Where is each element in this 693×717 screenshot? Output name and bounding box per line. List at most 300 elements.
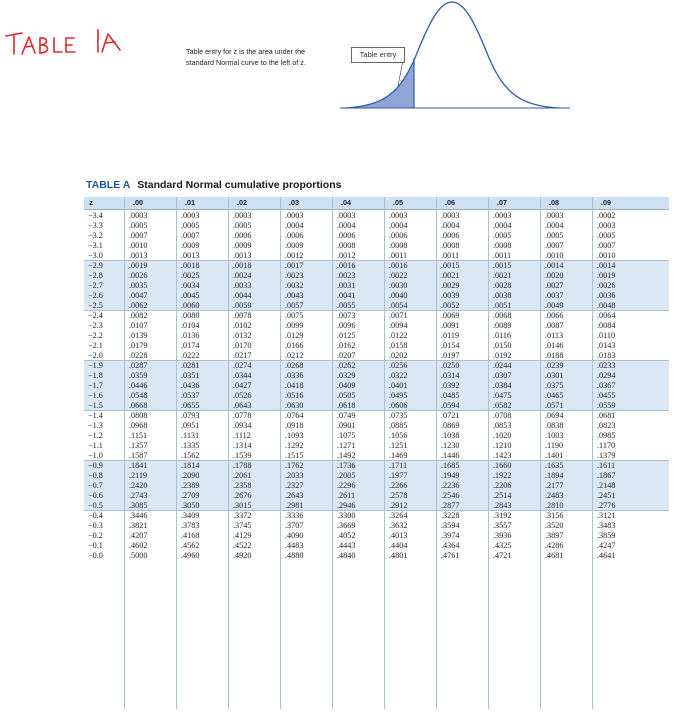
table-cell: .0314: [441, 371, 460, 380]
row-group-5: [84, 461, 669, 511]
table-cell: .2005: [337, 471, 356, 480]
table-cell: .0853: [493, 421, 512, 430]
table-cell: .1446: [441, 451, 460, 460]
table-cell: .4761: [441, 551, 460, 560]
table-cell: .4129: [233, 531, 252, 540]
table-cell: .3409: [181, 511, 200, 520]
z-value: −2.2: [88, 331, 103, 340]
table-cell: .0409: [337, 381, 356, 390]
group-separator: [84, 360, 669, 361]
table-cell: .3121: [597, 511, 616, 520]
header-col-3: .03: [289, 198, 299, 207]
table-cell: .1635: [545, 461, 564, 470]
header-col-2: .02: [237, 198, 247, 207]
table-cell: .0778: [233, 411, 252, 420]
table-cell: .1379: [597, 451, 616, 460]
header-separator: [84, 209, 669, 210]
table-cell: .0901: [337, 421, 356, 430]
table-cell: .0007: [545, 241, 564, 250]
table-cell: .0582: [493, 401, 512, 410]
table-cell: .0043: [285, 291, 304, 300]
table-cell: .0110: [597, 331, 616, 340]
table-cell: .0294: [597, 371, 616, 380]
table-cell: .0049: [545, 301, 564, 310]
table-cell: .0026: [597, 281, 616, 290]
table-cell: .0003: [545, 211, 564, 220]
table-cell: .3821: [129, 521, 148, 530]
table-cell: .1401: [545, 451, 564, 460]
table-cell: .2389: [181, 481, 200, 490]
table-cell: .4880: [285, 551, 304, 560]
table-cell: .0029: [441, 281, 460, 290]
z-value: −1.4: [88, 411, 103, 420]
table-cell: .3015: [233, 501, 252, 510]
table-cell: .0735: [389, 411, 408, 420]
table-cell: .4364: [441, 541, 460, 550]
table-cell: .0096: [337, 321, 356, 330]
table-cell: .1736: [337, 461, 356, 470]
table-cell: .0158: [389, 341, 408, 350]
table-cell: .0495: [389, 391, 408, 400]
table-cell: .0054: [389, 301, 408, 310]
table-cell: .0274: [233, 361, 252, 370]
z-value: −1.5: [88, 401, 103, 410]
table-cell: .0643: [233, 401, 252, 410]
table-cell: .0239: [545, 361, 564, 370]
table-cell: .0427: [233, 381, 252, 390]
table-cell: .1112: [233, 431, 251, 440]
table-row: [84, 371, 669, 381]
table-cell: .0250: [441, 361, 460, 370]
table-cell: .0008: [389, 241, 408, 250]
table-cell: .0039: [441, 291, 460, 300]
table-cell: .0003: [389, 211, 408, 220]
table-cell: .0025: [181, 271, 200, 280]
z-value: −0.9: [88, 461, 103, 470]
table-cell: .0068: [493, 311, 512, 320]
table-row: [84, 531, 669, 541]
table-cell: .4602: [129, 541, 148, 550]
table-row: [84, 311, 669, 321]
table-cell: .1151: [129, 431, 148, 440]
table-row: [84, 291, 669, 301]
table-cell: .2546: [441, 491, 460, 500]
table-row: [84, 441, 669, 451]
table-row: [84, 421, 669, 431]
table-cell: .0537: [181, 391, 200, 400]
table-cell: .2514: [493, 491, 512, 500]
table-cell: .1210: [493, 441, 512, 450]
table-cell: .0122: [389, 331, 408, 340]
table-cell: .0004: [545, 221, 564, 230]
table-cell: .0084: [597, 321, 616, 330]
table-cell: .3050: [181, 501, 200, 510]
table-cell: .0885: [389, 421, 408, 430]
table-cell: .0008: [493, 241, 512, 250]
table-cell: .0307: [493, 371, 512, 380]
table-cell: .0089: [493, 321, 512, 330]
table-cell: .0006: [389, 231, 408, 240]
table-cell: .0045: [181, 291, 200, 300]
table-cell: .3594: [441, 521, 460, 530]
z-value: −0.0: [88, 551, 103, 560]
table-cell: .0021: [441, 271, 460, 280]
table-cell: .0793: [181, 411, 200, 420]
table-cell: .0384: [493, 381, 512, 390]
z-value: −2.6: [88, 291, 103, 300]
table-cell: .0526: [233, 391, 252, 400]
table-cell: .0003: [285, 211, 304, 220]
table-cell: .0485: [441, 391, 460, 400]
table-cell: .0823: [597, 421, 616, 430]
table-cell: .0064: [597, 311, 616, 320]
header-col-5: .05: [393, 198, 403, 207]
table-cell: .0051: [493, 301, 512, 310]
table-cell: .4013: [389, 531, 408, 540]
table-cell: .0367: [597, 381, 616, 390]
table-cell: .1977: [389, 471, 408, 480]
table-cell: .0455: [597, 391, 616, 400]
table-cell: .0044: [233, 291, 252, 300]
table-cell: .0071: [389, 311, 408, 320]
table-title-text: Standard Normal cumulative proportions: [137, 179, 342, 191]
table-row: [84, 541, 669, 551]
table-cell: .0004: [337, 221, 356, 230]
table-cell: .1357: [129, 441, 148, 450]
table-cell: .4286: [545, 541, 564, 550]
table-cell: .0052: [441, 301, 460, 310]
table-cell: .0838: [545, 421, 564, 430]
table-cell: .0139: [129, 331, 148, 340]
table-cell: .4247: [597, 541, 616, 550]
table-cell: .0436: [181, 381, 200, 390]
table-cell: .0041: [337, 291, 356, 300]
table-cell: .0375: [545, 381, 564, 390]
table-cell: .2451: [597, 491, 616, 500]
table-cell: .0004: [285, 221, 304, 230]
table-cell: .0066: [545, 311, 564, 320]
table-cell: .0150: [493, 341, 512, 350]
z-value: −3.1: [88, 241, 103, 250]
table-cell: .0668: [129, 401, 148, 410]
table-cell: .0048: [597, 301, 616, 310]
table-cell: .3783: [181, 521, 200, 530]
table-cell: .1251: [389, 441, 408, 450]
row-group-2: [84, 311, 669, 361]
table-cell: .0020: [545, 271, 564, 280]
table-cell: .0032: [285, 281, 304, 290]
header-col-8: .08: [549, 198, 559, 207]
table-cell: .0005: [597, 231, 616, 240]
table-cell: .2946: [337, 501, 356, 510]
table-cell: .0006: [337, 231, 356, 240]
table-cell: .0004: [493, 221, 512, 230]
table-cell: .0102: [233, 321, 252, 330]
table-cell: .0188: [545, 351, 564, 360]
z-value: −2.7: [88, 281, 103, 290]
table-cell: .3192: [493, 511, 512, 520]
z-value: −2.4: [88, 311, 103, 320]
table-cell: .0183: [597, 351, 616, 360]
table-cell: .2709: [181, 491, 200, 500]
z-value: −1.1: [88, 441, 103, 450]
table-cell: .2643: [285, 491, 304, 500]
table-cell: .0013: [129, 251, 148, 260]
table-cell: .4920: [233, 551, 252, 560]
table-cell: .0012: [285, 251, 304, 260]
table-cell: .0808: [129, 411, 148, 420]
row-group-3: [84, 361, 669, 411]
table-cell: .2148: [597, 481, 616, 490]
table-cell: .2912: [389, 501, 408, 510]
table-cell: .0129: [285, 331, 304, 340]
table-cell: .0351: [181, 371, 200, 380]
table-cell: .0287: [129, 361, 148, 370]
table-cell: .1922: [493, 471, 512, 480]
z-value: −1.8: [88, 371, 103, 380]
table-cell: .0262: [337, 361, 356, 370]
z-value: −2.3: [88, 321, 103, 330]
table-cell: .0749: [337, 411, 356, 420]
table-cell: .0008: [337, 241, 356, 250]
table-cell: .0019: [597, 271, 616, 280]
table-cell: .0143: [597, 341, 616, 350]
table-cell: .0091: [441, 321, 460, 330]
table-cell: .3897: [545, 531, 564, 540]
table-cell: .0197: [441, 351, 460, 360]
table-cell: .0022: [389, 271, 408, 280]
table-cell: .0003: [597, 221, 616, 230]
table-cell: .0002: [597, 211, 616, 220]
table-cell: .0007: [597, 241, 616, 250]
table-cell: .1093: [285, 431, 304, 440]
table-cell: .0015: [493, 261, 512, 270]
table-cell: .1562: [181, 451, 200, 460]
table-cell: .1292: [285, 441, 304, 450]
table-cell: .0116: [493, 331, 512, 340]
table-cell: .3557: [493, 521, 512, 530]
table-cell: .3669: [337, 521, 356, 530]
table-cell: .0047: [129, 291, 148, 300]
table-cell: .3936: [493, 531, 512, 540]
table-cell: .0655: [181, 401, 200, 410]
table-cell: .1814: [181, 461, 200, 470]
table-cell: .2327: [285, 481, 304, 490]
table-cell: .0010: [129, 241, 148, 250]
table-cell: .0062: [129, 301, 148, 310]
table-cell: .2420: [129, 481, 148, 490]
table-cell: .0057: [285, 301, 304, 310]
table-cell: .2177: [545, 481, 564, 490]
group-separator: [84, 410, 669, 411]
table-cell: .1170: [597, 441, 616, 450]
table-title: [86, 179, 341, 191]
table-cell: .0003: [493, 211, 512, 220]
table-row: [84, 471, 669, 481]
z-value: −0.8: [88, 471, 103, 480]
table-cell: .0007: [129, 231, 148, 240]
table-cell: .0016: [389, 261, 408, 270]
table-cell: .0031: [337, 281, 356, 290]
table-cell: .0024: [233, 271, 252, 280]
table-cell: .4090: [285, 531, 304, 540]
z-value: −3.3: [88, 221, 103, 230]
table-row: [84, 321, 669, 331]
table-cell: .0136: [181, 331, 200, 340]
table-cell: .0006: [233, 231, 252, 240]
header-col-7: .07: [497, 198, 507, 207]
table-cell: .0028: [493, 281, 512, 290]
table-cell: .2743: [129, 491, 148, 500]
table-cell: .2206: [493, 481, 512, 490]
table-cell: .3300: [337, 511, 356, 520]
table-cell: .0069: [441, 311, 460, 320]
table-cell: .0038: [493, 291, 512, 300]
table-cell: .3745: [233, 521, 252, 530]
table-cell: .0087: [545, 321, 564, 330]
z-value: −1.6: [88, 391, 103, 400]
table-row: [84, 511, 669, 521]
table-cell: .0392: [441, 381, 460, 390]
table-cell: .0014: [545, 261, 564, 270]
z-value: −0.2: [88, 531, 103, 540]
table-row: [84, 281, 669, 291]
table-cell: .3974: [441, 531, 460, 540]
table-cell: .0005: [129, 221, 148, 230]
z-value: −3.2: [88, 231, 103, 240]
table-cell: .0016: [337, 261, 356, 270]
table-cell: .0594: [441, 401, 460, 410]
column-divider: [540, 197, 541, 709]
table-cell: .0009: [233, 241, 252, 250]
table-cell: .0505: [337, 391, 356, 400]
table-cell: .1539: [233, 451, 252, 460]
column-divider: [332, 197, 333, 709]
table-cell: .0006: [441, 231, 460, 240]
z-value: −1.9: [88, 361, 103, 370]
table-row: [84, 361, 669, 371]
table-cell: .0004: [441, 221, 460, 230]
z-value: −1.0: [88, 451, 103, 460]
table-cell: .0019: [129, 261, 148, 270]
table-row: [84, 391, 669, 401]
z-value: −2.0: [88, 351, 103, 360]
table-cell: .0869: [441, 421, 460, 430]
table-row: [84, 271, 669, 281]
table-cell: .2090: [181, 471, 200, 480]
table-cell: .1335: [181, 441, 200, 450]
table-cell: .1685: [441, 461, 460, 470]
table-cell: .0023: [285, 271, 304, 280]
table-cell: .0618: [337, 401, 356, 410]
table-cell: .0192: [493, 351, 512, 360]
table-cell: .1867: [597, 471, 616, 480]
table-cell: .0401: [389, 381, 408, 390]
z-value: −0.1: [88, 541, 103, 550]
z-value: −0.7: [88, 481, 103, 490]
table-cell: .0708: [493, 411, 512, 420]
z-value: −0.5: [88, 501, 103, 510]
row-group-6: [84, 511, 669, 561]
table-row: [84, 411, 669, 421]
column-divider: [176, 197, 177, 709]
table-cell: .4443: [337, 541, 356, 550]
table-cell: .0011: [389, 251, 408, 260]
header-col-6: .06: [445, 198, 455, 207]
table-cell: .3336: [285, 511, 304, 520]
table-cell: .0075: [285, 311, 304, 320]
table-cell: .3446: [129, 511, 148, 520]
table-cell: .0281: [181, 361, 200, 370]
table-cell: .0418: [285, 381, 304, 390]
table-cell: .0073: [337, 311, 356, 320]
table-cell: .0119: [441, 331, 460, 340]
table-cell: .0465: [545, 391, 564, 400]
table-cell: .2061: [233, 471, 252, 480]
table-cell: .0026: [129, 271, 148, 280]
table-cell: .0035: [129, 281, 148, 290]
table-cell: .0951: [181, 421, 200, 430]
table-cell: .4168: [181, 531, 200, 540]
table-cell: .0548: [129, 391, 148, 400]
table-cell: .5000: [129, 551, 148, 560]
table-row: [84, 551, 669, 561]
table-cell: .0606: [389, 401, 408, 410]
column-divider: [124, 197, 125, 709]
column-divider: [436, 197, 437, 709]
table-cell: .0099: [285, 321, 304, 330]
table-cell: .0014: [597, 261, 616, 270]
column-divider: [488, 197, 489, 709]
z-value: −1.2: [88, 431, 103, 440]
table-row: [84, 431, 669, 441]
table-row: [84, 521, 669, 531]
group-separator: [84, 460, 669, 461]
table-cell: .1469: [389, 451, 408, 460]
table-cell: .0082: [129, 311, 148, 320]
z-value: −0.3: [88, 521, 103, 530]
header-z: z: [89, 198, 93, 207]
table-cell: .0027: [545, 281, 564, 290]
table-cell: .0023: [337, 271, 356, 280]
table-cell: .0104: [181, 321, 200, 330]
table-cell: .1660: [493, 461, 512, 470]
group-separator: [84, 260, 669, 261]
table-cell: .0018: [233, 261, 252, 270]
table-cell: .1314: [233, 441, 252, 450]
table-cell: .0060: [181, 301, 200, 310]
table-entry-label: Table entry: [351, 47, 405, 63]
row-group-4: [84, 411, 669, 461]
table-cell: .3707: [285, 521, 304, 530]
header-col-4: .04: [341, 198, 351, 207]
table-cell: .4721: [493, 551, 512, 560]
table-cell: .0003: [129, 211, 148, 220]
table-cell: .1230: [441, 441, 460, 450]
table-cell: .0005: [233, 221, 252, 230]
table-cell: .0268: [285, 361, 304, 370]
table-cell: .4052: [337, 531, 356, 540]
table-cell: .0721: [441, 411, 460, 420]
table-cell: .0681: [597, 411, 616, 420]
table-cell: .0078: [233, 311, 252, 320]
table-cell: .0113: [545, 331, 564, 340]
table-cell: .0015: [441, 261, 460, 270]
table-cell: .0162: [337, 341, 356, 350]
table-cell: .4840: [337, 551, 356, 560]
table-cell: .1190: [545, 441, 564, 450]
table-cell: .3372: [233, 511, 252, 520]
